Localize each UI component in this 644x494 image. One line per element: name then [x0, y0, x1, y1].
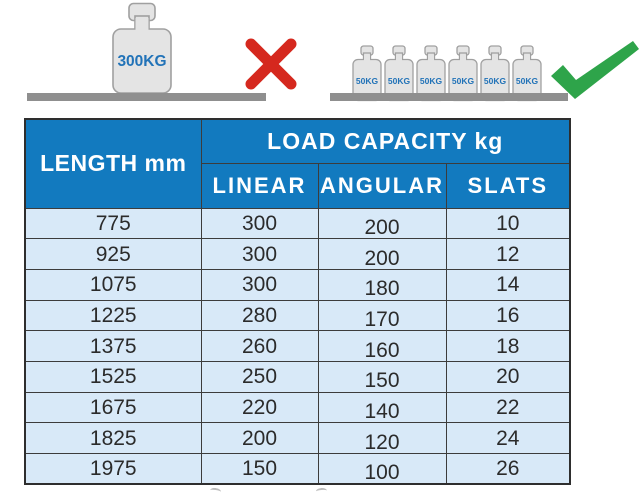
column-header-length: LENGTH mm: [25, 119, 201, 208]
cross-icon: [243, 36, 299, 92]
cell-slats: 14: [446, 269, 570, 300]
cell-slats: 16: [446, 300, 570, 331]
cell-angular: 120: [318, 423, 446, 454]
table-row: [25, 423, 570, 454]
cell-linear: 220: [201, 392, 318, 423]
table-row: [25, 269, 570, 300]
cell-linear: 260: [201, 331, 318, 362]
cell-angular: 140: [318, 392, 446, 423]
cell-angular: 170: [318, 300, 446, 331]
cell-slats: 12: [446, 239, 570, 270]
weight-50kg-label: 50KG: [355, 76, 379, 86]
cropped-caption-fragment: [316, 488, 327, 494]
cropped-caption-fragment: [210, 487, 222, 494]
table-row: [25, 239, 570, 270]
table-row: [25, 300, 570, 331]
cell-linear: 250: [201, 361, 318, 392]
weight-50kg-label: 50KG: [483, 76, 507, 86]
cell-angular: 150: [318, 361, 446, 392]
cell-linear: 300: [201, 269, 318, 300]
shelf: [330, 93, 568, 101]
cell-slats: 18: [446, 331, 570, 362]
cell-length: 1825: [25, 423, 201, 454]
cell-linear: 150: [201, 454, 318, 485]
cell-slats: 10: [446, 208, 570, 239]
cell-length: 1225: [25, 300, 201, 331]
cell-linear: 300: [201, 208, 318, 239]
cell-length: 925: [25, 239, 201, 270]
cell-length: 1375: [25, 331, 201, 362]
load-capacity-table: [24, 118, 571, 485]
cell-angular: 160: [318, 331, 446, 362]
cell-length: 775: [25, 208, 201, 239]
cell-length: 1525: [25, 361, 201, 392]
weight-50kg-label: 50KG: [515, 76, 539, 86]
weight-300kg: [110, 2, 174, 95]
cell-linear: 200: [201, 423, 318, 454]
check-icon: [549, 39, 641, 102]
cell-length: 1975: [25, 454, 201, 485]
weight-50kg-label: 50KG: [387, 76, 411, 86]
cell-linear: 280: [201, 300, 318, 331]
shelf: [27, 93, 266, 101]
table-row: [25, 331, 570, 362]
cell-slats: 20: [446, 361, 570, 392]
cell-slats: 24: [446, 423, 570, 454]
column-header-slats: SLATS: [446, 163, 570, 208]
cell-angular: 200: [318, 239, 446, 270]
table-row: [25, 454, 570, 485]
load-distribution-illustration: [0, 0, 644, 116]
cell-angular: 180: [318, 269, 446, 300]
cell-length: 1675: [25, 392, 201, 423]
cell-slats: 22: [446, 392, 570, 423]
column-header-linear: LINEAR: [201, 163, 318, 208]
cell-length: 1075: [25, 269, 201, 300]
weight-50kg-label: 50KG: [451, 76, 475, 86]
table-row: [25, 361, 570, 392]
cell-slats: 26: [446, 454, 570, 485]
weight-50kg-label: 50KG: [419, 76, 443, 86]
column-header-angular: ANGULAR: [318, 163, 446, 208]
weight-300kg-label: 300KG: [117, 53, 167, 70]
column-header-load-capacity: LOAD CAPACITY kg: [201, 119, 570, 163]
cell-angular: 200: [318, 208, 446, 239]
cell-linear: 300: [201, 239, 318, 270]
table-row: [25, 392, 570, 423]
cell-angular: 100: [318, 454, 446, 485]
table-row: [25, 208, 570, 239]
